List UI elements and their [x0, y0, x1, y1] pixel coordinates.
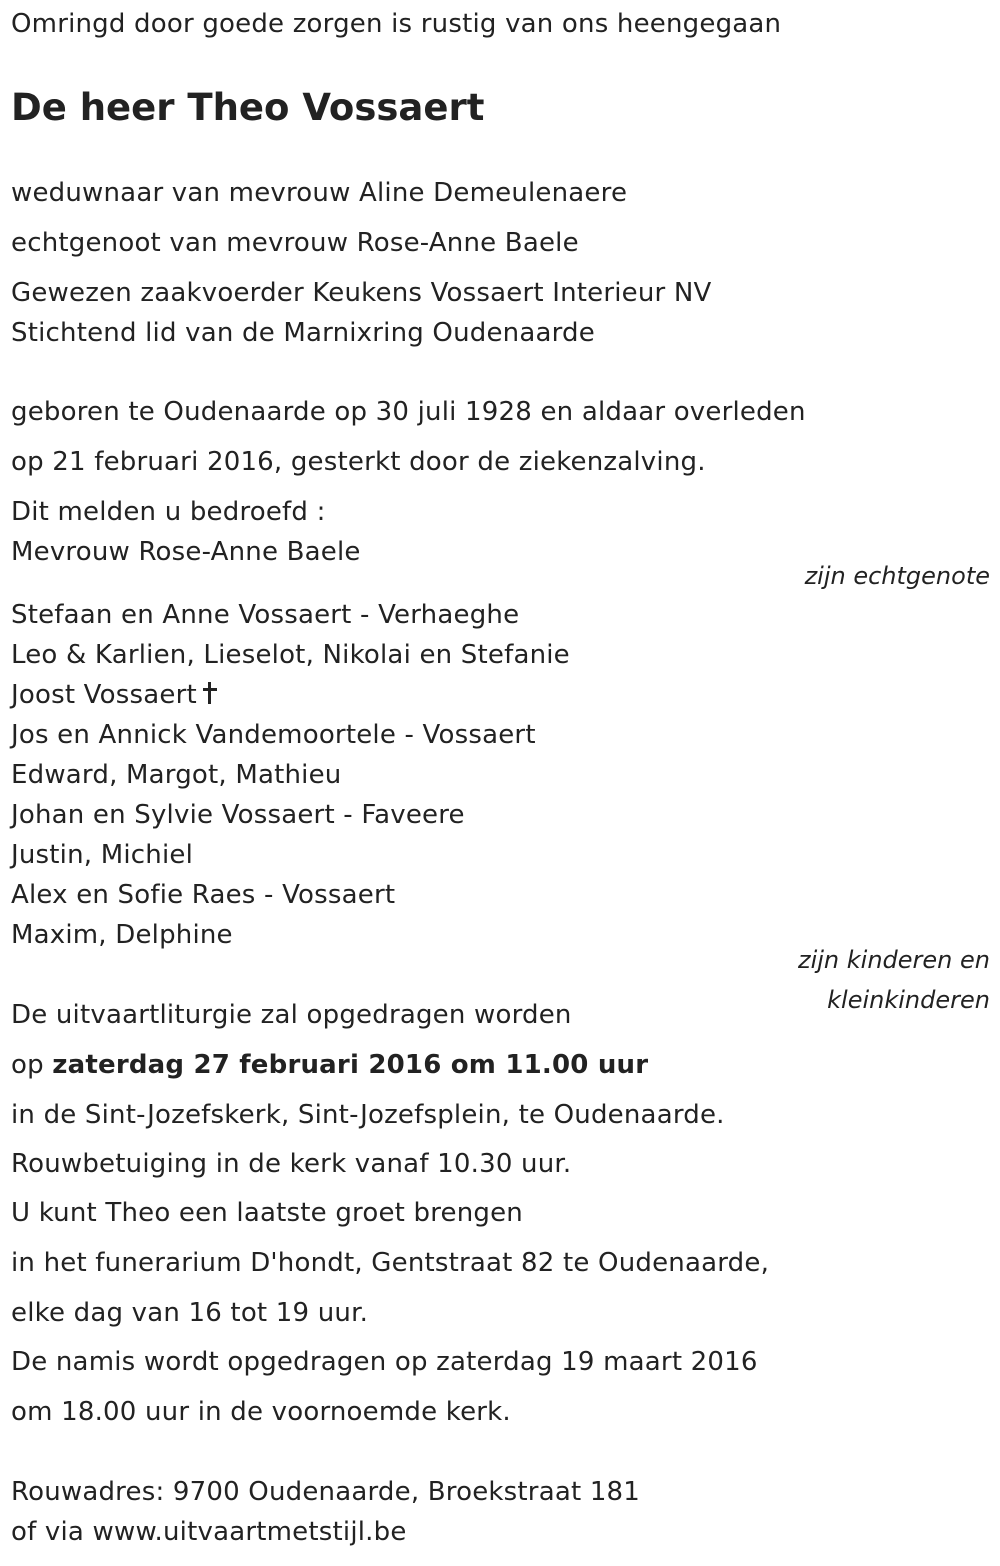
family-member-deceased: Joost Vossaert	[11, 680, 197, 710]
family-line-5: Edward, Margot, Mathieu	[11, 760, 342, 790]
family-role-line-1: zijn kinderen en	[798, 946, 990, 974]
deceased-name: De heer Theo Vossaert	[11, 86, 485, 129]
cross-icon	[203, 682, 215, 704]
family-line-8: Alex en Sofie Raes - Vossaert	[11, 880, 396, 910]
family-line-7: Justin, Michiel	[11, 840, 193, 870]
detail-spouse: echtgenoot van mevrouw Rose-Anne Baele	[11, 228, 579, 258]
funeral-line-5: U kunt Theo een laatste groet brengen	[11, 1198, 523, 1228]
detail-widower: weduwnaar van mevrouw Aline Demeulenaere	[11, 178, 628, 208]
birth-death-line-1: geboren te Oudenaarde op 30 juli 1928 en aldaar overleden	[11, 397, 806, 427]
family-role-line-2: kleinkinderen	[827, 986, 990, 1014]
detail-membership: Stichtend lid van de Marnixring Oudenaarde	[11, 318, 595, 348]
funeral-date-prefix: op	[11, 1050, 53, 1080]
intro-text: Omringd door goede zorgen is rustig van ons heengegaan	[11, 9, 782, 39]
announcement: Dit melden u bedroefd :	[11, 497, 326, 527]
family-role	[798, 940, 990, 1020]
family-line-4: Jos en Annick Vandemoortele - Vossaert	[11, 720, 536, 750]
funeral-line-9: om 18.00 uur in de voornoemde kerk.	[11, 1397, 511, 1427]
funeral-line-1: De uitvaartliturgie zal opgedragen worden	[11, 1000, 572, 1030]
mourning-address: Rouwadres: 9700 Oudenaarde, Broekstraat 181	[11, 1477, 641, 1507]
funeral-line-8: De namis wordt opgedragen op zaterdag 19 maart 2016	[11, 1347, 758, 1377]
website-link[interactable]: of via www.uitvaartmetstijl.be	[11, 1517, 407, 1547]
funeral-line-4: Rouwbetuiging in de kerk vanaf 10.30 uur.	[11, 1149, 572, 1179]
spouse-name: Mevrouw Rose-Anne Baele	[11, 537, 361, 567]
funeral-line-3: in de Sint-Jozefskerk, Sint-Jozefsplein, te Oudenaarde.	[11, 1100, 725, 1130]
family-line-6: Johan en Sylvie Vossaert - Faveere	[11, 800, 465, 830]
family-line-9: Maxim, Delphine	[11, 920, 233, 950]
detail-occupation: Gewezen zaakvoerder Keukens Vossaert Interieur NV	[11, 278, 712, 308]
funeral-line-6: in het funerarium D'hondt, Gentstraat 82 te Oudenaarde,	[11, 1248, 770, 1278]
funeral-line-7: elke dag van 16 tot 19 uur.	[11, 1298, 369, 1328]
spouse-role: zijn echtgenote	[804, 562, 990, 590]
funeral-date: zaterdag 27 februari 2016 om 11.00 uur	[52, 1050, 649, 1080]
family-line-3	[11, 679, 215, 711]
family-line-1: Stefaan en Anne Vossaert - Verhaeghe	[11, 600, 520, 630]
birth-death-line-2: op 21 februari 2016, gesterkt door de ziekenzalving.	[11, 447, 706, 477]
funeral-line-2	[11, 1049, 648, 1081]
family-line-2: Leo & Karlien, Lieselot, Nikolai en Stefanie	[11, 640, 570, 670]
